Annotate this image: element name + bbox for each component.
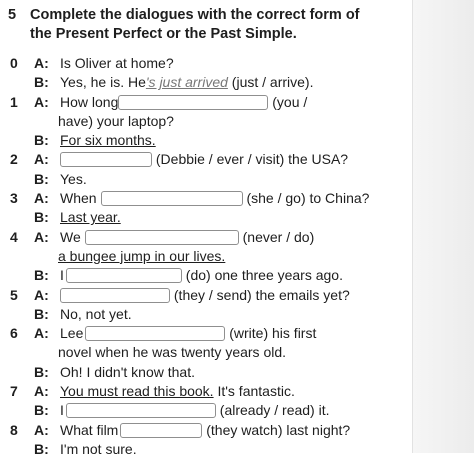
dialogue-line — [8, 343, 408, 362]
page-edge-line — [412, 0, 413, 453]
line-text: I — [60, 402, 64, 419]
dialogue-line — [8, 189, 408, 208]
line-text: (Debbie / ever / visit) the USA? — [152, 151, 349, 168]
line-text: (they / send) the emails yet? — [170, 286, 350, 303]
exercise-title: Complete the dialogues with the correct form of the Present Perfect or the Past Simple. — [30, 7, 360, 42]
item-number: 8 — [10, 421, 18, 438]
dialogue-line — [8, 131, 408, 150]
speaker-label: A: — [34, 383, 49, 400]
answer-box-6[interactable] — [60, 288, 170, 303]
line-text: a bungee jump in our lives. — [58, 247, 226, 264]
line-text: (write) his first — [225, 325, 317, 342]
dialogue-line — [8, 382, 408, 401]
exercise-header — [8, 6, 408, 44]
line-text: What film — [60, 421, 119, 438]
item-number: 1 — [10, 93, 18, 110]
dialogue-line — [8, 286, 408, 305]
dialogue-line — [8, 401, 408, 420]
speaker-label: B: — [34, 305, 49, 322]
item-number: 6 — [10, 325, 18, 342]
line-text: Yes. — [60, 170, 87, 187]
dialogue-line — [8, 93, 408, 112]
line-text: (do) one three years ago. — [181, 267, 343, 284]
answer-box-1[interactable] — [118, 95, 268, 110]
speaker-label: B: — [34, 440, 49, 457]
speaker-label: B: — [34, 402, 49, 419]
example-answer: 's just arrived — [145, 74, 228, 91]
dialogue-line — [8, 112, 408, 131]
line-text: You must read this book. — [60, 383, 214, 400]
dialogue-line — [8, 440, 408, 459]
line-text: novel when he was twenty years old. — [58, 344, 287, 361]
speaker-label: A: — [34, 228, 49, 245]
line-text: have) your laptop? — [58, 112, 174, 129]
line-text: (already / read) it. — [215, 402, 330, 419]
dialogue-line — [8, 363, 408, 382]
dialogue-line — [8, 228, 408, 247]
answer-box-4[interactable] — [85, 230, 239, 245]
line-text: We — [60, 228, 81, 245]
exercise — [8, 6, 408, 459]
answer-box-7[interactable] — [85, 326, 225, 341]
speaker-label: A: — [34, 190, 49, 207]
item-number: 5 — [10, 286, 18, 303]
speaker-label: B: — [34, 132, 49, 149]
dialogue-line — [8, 266, 408, 285]
line-text: (you / — [268, 93, 308, 110]
dialogue-line — [8, 305, 408, 324]
speaker-label: A: — [34, 286, 49, 303]
speaker-label: A: — [34, 93, 49, 110]
item-number: 4 — [10, 228, 18, 245]
line-text: No, not yet. — [60, 305, 132, 322]
dialogue-line — [8, 54, 408, 73]
dialogue-line — [8, 324, 408, 343]
line-text: It's fantastic. — [213, 383, 295, 400]
line-text: Yes, he is. He — [60, 74, 146, 91]
line-text: Oh! I didn't know that. — [60, 363, 195, 380]
line-text: Is Oliver at home? — [60, 55, 174, 71]
speaker-label: B: — [34, 363, 49, 380]
line-text: I'm not sure. — [60, 440, 137, 457]
line-text: (they watch) last night? — [202, 421, 351, 438]
speaker-label: B: — [34, 74, 49, 91]
speaker-label: A: — [34, 151, 49, 168]
speaker-label: B: — [34, 267, 49, 284]
dialogue-line — [8, 170, 408, 189]
item-number: 2 — [10, 151, 18, 168]
item-number: 7 — [10, 383, 18, 400]
line-text: (never / do) — [238, 228, 315, 245]
dialogue-line — [8, 208, 408, 227]
dialogue-line — [8, 150, 408, 169]
line-text: I — [60, 267, 64, 284]
speaker-label: B: — [34, 170, 49, 187]
dialogue-line — [8, 421, 408, 440]
dialogue-line — [8, 247, 408, 266]
line-text: (she / go) to China? — [242, 190, 370, 207]
item-number: 3 — [10, 190, 18, 207]
speaker-label: B: — [34, 209, 49, 226]
exercise-number: 5 — [8, 7, 17, 23]
line-text: How long — [60, 93, 119, 110]
line-text: For six months. — [60, 132, 156, 149]
speaker-label: A: — [34, 421, 49, 438]
answer-box-5[interactable] — [66, 268, 182, 283]
answer-box-3[interactable] — [101, 191, 243, 206]
item-number: 0 — [10, 55, 18, 71]
answer-box-9[interactable] — [120, 423, 202, 438]
speaker-label: A: — [34, 325, 49, 342]
page-edge-shadow — [412, 0, 474, 453]
line-text: When — [60, 190, 97, 207]
speaker-label: A: — [34, 55, 49, 71]
answer-box-2[interactable] — [60, 152, 152, 167]
line-text: (just / arrive). — [227, 74, 314, 91]
answer-box-8[interactable] — [66, 403, 216, 418]
line-text: Last year. — [60, 209, 121, 226]
dialogue-line — [8, 73, 408, 92]
line-text: Lee — [60, 325, 84, 342]
